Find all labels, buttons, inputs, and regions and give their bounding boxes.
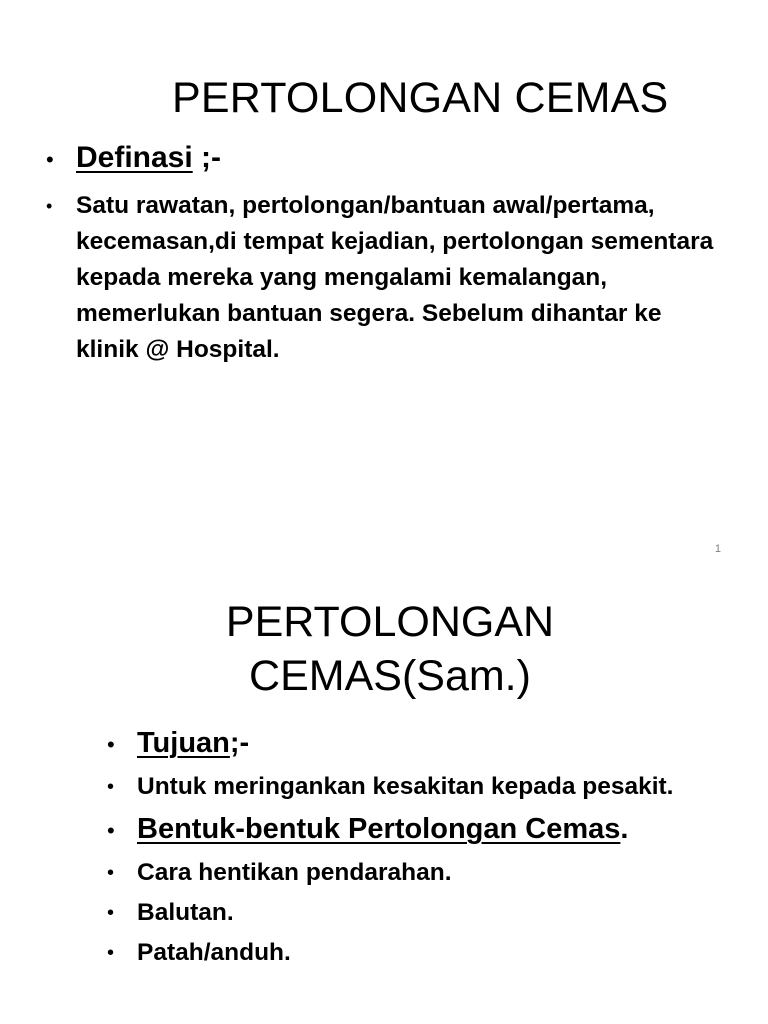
bullet-icon: • [46, 196, 53, 216]
definition-text [46, 188, 716, 368]
purpose-text [107, 769, 737, 805]
list-item-text: Patah/anduh. [137, 939, 291, 966]
forms-label: Bentuk-bentuk Pertolongan Cemas [137, 813, 621, 845]
forms-suffix: . [620, 813, 629, 845]
page-number: 1 [714, 543, 721, 555]
list-item [107, 935, 737, 971]
list-item-text: Balutan. [137, 899, 234, 926]
definition-heading [46, 138, 716, 178]
definition-body: Satu rawatan, pertolongan/bantuan awal/pertama, kecemasan,di tempat kejadian, pertolongan sementara kepada mereka yang mengalami kemalangan, memerlukan bantuan segera. Sebelum dihantar ke klinik @ Hospital. [76, 192, 714, 363]
bullet-icon: • [107, 818, 115, 843]
slide-title: PERTOLONGAN CEMAS [172, 74, 669, 122]
definition-suffix: ;- [192, 141, 222, 174]
definition-label: Definasi [76, 141, 193, 174]
list-item [107, 855, 737, 891]
purpose-body: Untuk meringankan kesakitan kepada pesakit. [137, 773, 674, 800]
bullet-icon: • [107, 776, 115, 798]
purpose-suffix: ;- [229, 727, 250, 759]
bullet-icon: • [107, 942, 115, 964]
bullet-icon: • [107, 862, 115, 884]
bullet-icon: • [107, 902, 115, 924]
bullet-list [107, 723, 737, 975]
slide-2 [0, 565, 768, 1024]
slide-title: PERTOLONGAN CEMAS(Sam.) [225, 598, 555, 700]
bullet-icon: • [46, 147, 54, 172]
bullet-icon: • [107, 732, 115, 757]
list-item-text: Cara hentikan pendarahan. [137, 859, 452, 886]
forms-heading [107, 809, 737, 849]
list-item [107, 895, 737, 931]
purpose-heading [107, 723, 737, 763]
bullet-list [46, 138, 716, 368]
purpose-label: Tujuan [137, 727, 230, 759]
